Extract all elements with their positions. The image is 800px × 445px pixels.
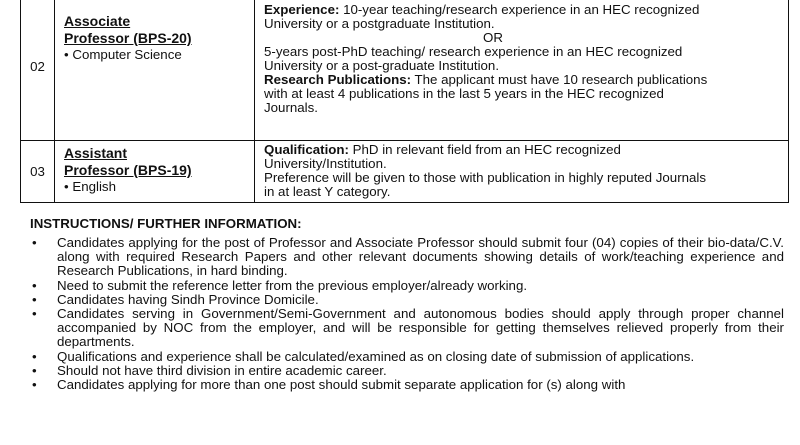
bullet-icon: • — [32, 291, 37, 307]
requirement-line: University/Institution. — [264, 156, 387, 171]
bullet-icon: • — [64, 179, 73, 194]
requirement-line: University or a postgraduate Institution. — [264, 16, 495, 31]
bullet-icon: • — [32, 277, 37, 293]
experience-text: 10-year teaching/research experience in an HEC recognized — [339, 2, 700, 17]
list-item — [30, 364, 784, 378]
qualification-line — [264, 143, 782, 157]
instruction-text: Candidates applying for the post of Professor and Associate Professor should submit four (04) copies of their bio-data/C.V. along with required Research Papers and other relevant documents showing details of work/teaching experience and Research Publications, in hard binding. — [57, 235, 784, 279]
positions-table — [20, 0, 789, 203]
bullet-icon: • — [32, 377, 37, 393]
instructions-list — [30, 236, 784, 392]
instruction-text: Need to submit the reference letter from the previous employer/already working. — [57, 277, 528, 293]
discipline-item — [64, 179, 254, 195]
table-row — [21, 141, 789, 203]
post-title-line1: Associate — [64, 13, 131, 29]
requirement-line: with at least 4 publications in the last 5 years in the HEC recognized — [264, 86, 664, 101]
discipline-text: English — [72, 179, 116, 194]
post-title-line1: Assistant — [64, 145, 128, 161]
post-title-line2: Professor (BPS-19) — [64, 162, 192, 178]
list-item — [30, 378, 784, 392]
post-cell — [55, 0, 255, 141]
list-item — [30, 293, 784, 307]
instruction-text: Qualifications and experience shall be calculated/examined as on closing date of submission of applications. — [57, 348, 695, 364]
list-item — [30, 236, 784, 279]
qualification-text: PhD in relevant field from an HEC recognized — [348, 142, 621, 157]
requirement-line: Preference will be given to those with publication in highly reputed Journals — [264, 170, 707, 185]
research-text: The applicant must have 10 research publications — [411, 72, 708, 87]
requirements-cell — [255, 141, 789, 203]
requirement-line: 5-years post-PhD teaching/ research experience in an HEC recognized — [264, 44, 683, 59]
requirement-line: University or a post-graduate Institution. — [264, 58, 500, 73]
instruction-text: Candidates applying for more than one post should submit separate application for (s) along with — [57, 377, 626, 393]
list-item — [30, 279, 784, 293]
discipline-item — [64, 47, 254, 63]
post-title-line2: Professor (BPS-20) — [64, 30, 192, 46]
table-row — [21, 0, 789, 141]
instruction-text: Candidates having Sindh Province Domicile. — [57, 291, 319, 307]
qualification-label: Qualification: — [264, 142, 349, 157]
requirements-cell — [255, 0, 789, 141]
row-number: 02 — [21, 0, 55, 141]
instruction-text: Candidates serving in Government/Semi-Government and autonomous bodies should apply through proper channel accompanied by NOC from the employer, and will be responsible for getting themselves relieved properly from their departments. — [57, 306, 784, 350]
discipline-text: Computer Science — [72, 47, 182, 62]
bullet-icon: • — [32, 362, 37, 378]
or-separator: OR — [483, 30, 503, 45]
research-line — [264, 73, 782, 87]
instructions-heading: INSTRUCTIONS/ FURTHER INFORMATION: — [30, 216, 302, 231]
post-cell — [55, 141, 255, 203]
experience-label: Experience: — [264, 2, 340, 17]
bullet-icon: • — [32, 306, 37, 322]
instruction-text: Should not have third division in entire academic career. — [57, 362, 387, 378]
list-item — [30, 350, 784, 364]
bullet-icon: • — [32, 235, 37, 250]
list-item — [30, 307, 784, 350]
requirement-line: Journals. — [264, 100, 318, 115]
row-number: 03 — [21, 141, 55, 203]
bullet-icon: • — [32, 348, 37, 364]
experience-line — [264, 3, 782, 17]
bullet-icon: • — [64, 47, 73, 62]
research-label: Research Publications: — [264, 72, 412, 87]
requirement-line: in at least Y category. — [264, 184, 391, 199]
